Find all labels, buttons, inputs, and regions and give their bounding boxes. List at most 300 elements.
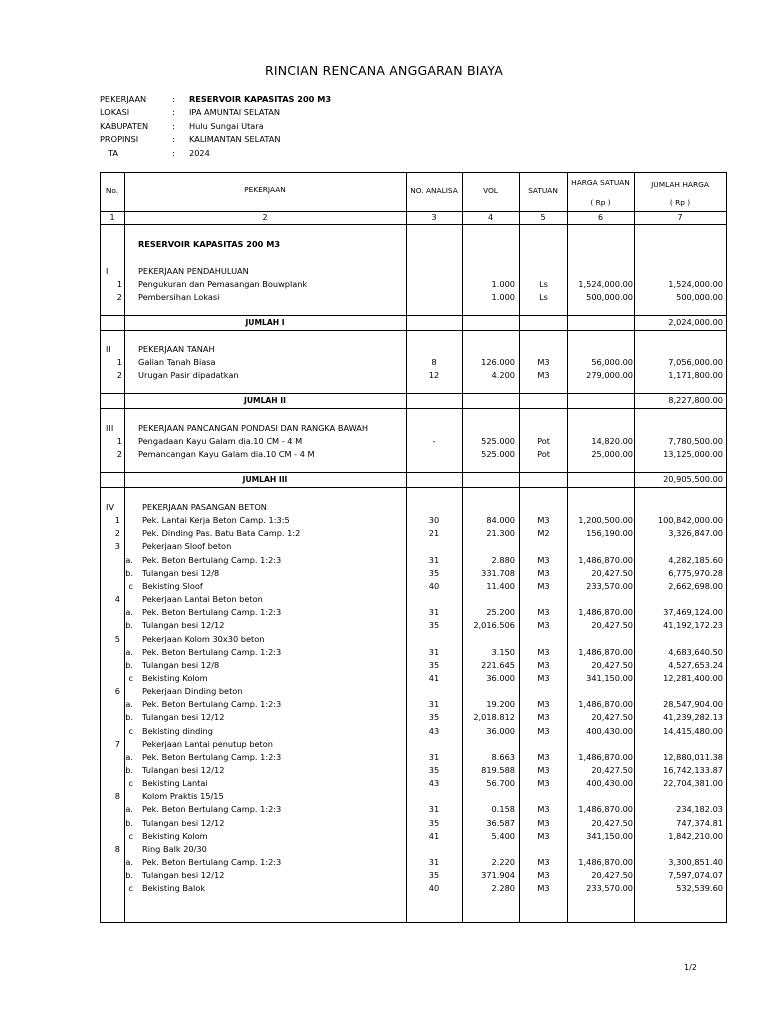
subtotal-value: 2,024,000.00 bbox=[668, 317, 723, 327]
column-number: 5 bbox=[540, 213, 546, 222]
item-harga: 500,000.00 bbox=[586, 292, 633, 303]
table-row bbox=[100, 711, 727, 724]
subtotal-label: JUMLAH II bbox=[244, 396, 286, 405]
item-sub: c bbox=[128, 725, 133, 736]
item-name: Pekerjaan Dinding beton bbox=[142, 686, 243, 697]
item-name: Pengadaan Kayu Galam dia.10 CM - 4 M bbox=[138, 436, 303, 447]
item-jumlah: 28,547,904.00 bbox=[663, 699, 723, 710]
item-satuan: M3 bbox=[537, 567, 550, 578]
item-jumlah: 4,683,640.50 bbox=[668, 646, 723, 657]
info-row bbox=[100, 120, 727, 133]
item-vol: 84.000 bbox=[486, 515, 515, 526]
item-sub: c bbox=[128, 778, 133, 789]
info-row bbox=[100, 147, 727, 160]
item-analisa: 12 bbox=[428, 370, 440, 381]
item-harga: 56,000.00 bbox=[591, 357, 633, 368]
item-satuan: M3 bbox=[537, 870, 550, 881]
item-jumlah: 4,282,185.60 bbox=[668, 554, 723, 565]
project-info bbox=[100, 93, 727, 160]
item-jumlah: 4,527,653.24 bbox=[668, 659, 723, 670]
item-harga: 341,150.00 bbox=[586, 672, 633, 683]
section-no: IV bbox=[106, 502, 115, 512]
item-name: Pembersihan Lokasi bbox=[138, 292, 220, 303]
item-harga: 20,427.50 bbox=[591, 817, 633, 828]
item-jumlah: 22,704,381.00 bbox=[663, 778, 723, 789]
item-jumlah: 100,842,000.00 bbox=[657, 515, 723, 526]
header-harga-satuan: HARGA SATUAN bbox=[571, 178, 630, 187]
item-analisa: 43 bbox=[428, 725, 440, 736]
table-row bbox=[100, 606, 727, 619]
item-vol: 1.000 bbox=[491, 279, 515, 290]
column-number: 2 bbox=[262, 213, 268, 222]
item-name: Pek. Dinding Pas. Batu Bata Camp. 1:2 bbox=[142, 528, 301, 539]
item-harga: 1,524,000.00 bbox=[578, 279, 633, 290]
item-harga: 233,570.00 bbox=[586, 580, 633, 591]
item-harga: 20,427.50 bbox=[591, 870, 633, 881]
item-harga: 20,427.50 bbox=[591, 712, 633, 723]
item-sub: b. bbox=[125, 659, 133, 670]
item-harga: 1,486,870.00 bbox=[578, 751, 633, 762]
item-name: Tulangan besi 12/12 bbox=[142, 712, 225, 723]
table-row bbox=[100, 435, 727, 448]
item-jumlah: 2,662,698.00 bbox=[668, 580, 723, 591]
item-jumlah: 7,056,000.00 bbox=[668, 357, 723, 368]
item-vol: 525.000 bbox=[481, 436, 515, 447]
table-row bbox=[100, 672, 727, 685]
item-satuan: M3 bbox=[537, 883, 550, 894]
table-row bbox=[100, 738, 727, 751]
table-row bbox=[100, 882, 727, 895]
info-label: LOKASI bbox=[100, 107, 130, 118]
item-name: Pek. Beton Bertulang Camp. 1:2:3 bbox=[142, 857, 282, 868]
table-row bbox=[100, 790, 727, 803]
table-border-top bbox=[100, 172, 727, 173]
column-number-divider bbox=[100, 224, 727, 225]
item-analisa: 41 bbox=[428, 830, 440, 841]
item-vol: 525.000 bbox=[481, 449, 515, 460]
item-analisa: 31 bbox=[428, 751, 440, 762]
table-row bbox=[100, 527, 727, 540]
item-jumlah: 41,192,172.23 bbox=[663, 620, 723, 631]
item-vol: 0.158 bbox=[491, 804, 515, 815]
item-analisa: 41 bbox=[428, 672, 440, 683]
header-no-analisa: NO. ANALISA bbox=[410, 186, 458, 195]
item-name: Bekisting Sloof bbox=[142, 580, 203, 591]
header-vol: VOL bbox=[483, 186, 498, 195]
item-name: Bekisting dinding bbox=[142, 725, 213, 736]
project-title-row bbox=[100, 238, 727, 251]
item-name: Tulangan besi 12/12 bbox=[142, 765, 225, 775]
item-no: 2 bbox=[116, 449, 122, 460]
item-vol: 36.000 bbox=[486, 725, 515, 736]
header-jumlah-harga-unit: ( Rp ) bbox=[669, 198, 691, 207]
item-jumlah: 747,374.81 bbox=[676, 817, 723, 828]
item-harga: 25,000.00 bbox=[591, 449, 633, 460]
item-analisa: 35 bbox=[428, 712, 440, 723]
section-header-row bbox=[100, 422, 727, 435]
table-row bbox=[100, 856, 727, 869]
table-row bbox=[100, 356, 727, 369]
item-satuan: M3 bbox=[537, 712, 550, 723]
item-analisa: 35 bbox=[428, 765, 440, 775]
item-vol: 1.000 bbox=[491, 292, 515, 303]
table-row bbox=[100, 278, 727, 291]
item-no: 5 bbox=[114, 633, 120, 644]
table-row bbox=[100, 725, 727, 738]
item-no: 1 bbox=[116, 357, 122, 368]
item-analisa: 31 bbox=[428, 699, 440, 710]
item-name: Pengukuran dan Pemasangan Bouwplank bbox=[138, 279, 308, 290]
info-row bbox=[100, 93, 727, 106]
item-vol: 3.150 bbox=[491, 646, 515, 657]
section-name: PEKERJAAN TANAH bbox=[138, 344, 215, 354]
section-name: PEKERJAAN PENDAHULUAN bbox=[138, 266, 249, 276]
item-sub: a. bbox=[125, 804, 133, 815]
item-no: 1 bbox=[116, 279, 122, 290]
table-row bbox=[100, 619, 727, 632]
table-row bbox=[100, 817, 727, 830]
info-label: PROPINSI bbox=[100, 134, 139, 145]
item-sub: c bbox=[128, 672, 133, 683]
item-sub: b. bbox=[125, 712, 133, 723]
item-satuan: M3 bbox=[537, 817, 550, 828]
item-name: Kolom Praktis 15/15 bbox=[142, 791, 224, 802]
item-no: 1 bbox=[114, 515, 120, 526]
item-harga: 20,427.50 bbox=[591, 567, 633, 578]
item-sub: a. bbox=[125, 554, 133, 565]
item-no: 4 bbox=[114, 594, 120, 605]
item-name: Pek. Beton Bertulang Camp. 1:2:3 bbox=[142, 751, 282, 762]
item-analisa: 35 bbox=[428, 817, 440, 828]
subtotal-line-bottom bbox=[100, 330, 727, 331]
item-name: Pekerjaan Lantai penutup beton bbox=[142, 738, 273, 749]
item-jumlah: 13,125,000.00 bbox=[663, 449, 723, 460]
item-harga: 341,150.00 bbox=[586, 830, 633, 841]
item-sub: b. bbox=[125, 567, 133, 578]
item-satuan: M3 bbox=[537, 620, 550, 631]
item-name: Pekerjaan Sloof beton bbox=[142, 541, 232, 552]
item-name: Bekisting Kolom bbox=[142, 830, 208, 841]
info-value: Hulu Sungai Utara bbox=[189, 120, 264, 131]
subtotal-label: JUMLAH I bbox=[245, 318, 285, 327]
section-no: II bbox=[106, 344, 111, 354]
item-sub: c bbox=[128, 883, 133, 894]
item-vol: 21.300 bbox=[486, 528, 515, 539]
info-colon: : bbox=[172, 107, 175, 118]
column-number: 7 bbox=[677, 213, 683, 222]
item-name: Tulangan besi 12/12 bbox=[142, 620, 225, 631]
item-satuan: M3 bbox=[537, 857, 550, 868]
section-no: I bbox=[106, 266, 109, 276]
item-vol: 221.645 bbox=[481, 659, 515, 670]
item-analisa: 8 bbox=[431, 357, 437, 368]
table-row bbox=[100, 540, 727, 553]
item-name: Galian Tanah Biasa bbox=[138, 357, 216, 368]
item-name: Pek. Beton Bertulang Camp. 1:2:3 bbox=[142, 646, 282, 657]
table-row bbox=[100, 369, 727, 382]
subtotal-row bbox=[100, 473, 727, 486]
table-row bbox=[100, 698, 727, 711]
item-vol: 36.587 bbox=[486, 817, 515, 828]
item-name: Pemancangan Kayu Galam dia.10 CM - 4 M bbox=[138, 449, 315, 460]
item-analisa: 31 bbox=[428, 646, 440, 657]
info-colon: : bbox=[172, 147, 175, 158]
item-sub: c bbox=[128, 830, 133, 841]
item-analisa: - bbox=[432, 436, 436, 447]
item-jumlah: 532,539.60 bbox=[676, 883, 723, 894]
item-no: 1 bbox=[116, 436, 122, 447]
item-no: 2 bbox=[116, 370, 122, 381]
item-sub: b. bbox=[125, 817, 133, 828]
table-border-bottom bbox=[100, 922, 727, 923]
item-name: Pek. Beton Bertulang Camp. 1:2:3 bbox=[142, 607, 282, 618]
item-satuan: Pot bbox=[537, 436, 550, 447]
item-name: Tulangan besi 12/12 bbox=[142, 870, 225, 881]
table-row bbox=[100, 751, 727, 764]
item-sub: b. bbox=[125, 870, 133, 881]
item-no: 2 bbox=[114, 528, 120, 539]
item-no: 8 bbox=[114, 791, 120, 802]
header-jumlah-harga: JUMLAH HARGA bbox=[651, 180, 709, 189]
item-analisa: 35 bbox=[428, 870, 440, 881]
item-vol: 2.880 bbox=[491, 554, 515, 565]
item-harga: 1,486,870.00 bbox=[578, 699, 633, 710]
item-satuan: M3 bbox=[537, 659, 550, 670]
item-jumlah: 37,469,124.00 bbox=[663, 607, 723, 618]
item-name: Pek. Beton Bertulang Camp. 1:2:3 bbox=[142, 804, 282, 815]
item-jumlah: 1,524,000.00 bbox=[668, 279, 723, 290]
item-satuan: M3 bbox=[537, 515, 550, 526]
item-satuan: M3 bbox=[537, 607, 550, 618]
table-row bbox=[100, 777, 727, 790]
item-satuan: M3 bbox=[537, 370, 550, 381]
info-colon: : bbox=[172, 134, 175, 145]
info-value: RESERVOIR KAPASITAS 200 M3 bbox=[189, 94, 332, 104]
item-satuan: Ls bbox=[539, 279, 548, 290]
table-row bbox=[100, 659, 727, 672]
item-jumlah: 500,000.00 bbox=[676, 292, 723, 303]
item-satuan: M3 bbox=[537, 554, 550, 565]
item-vol: 11.400 bbox=[486, 580, 515, 591]
section-header-row bbox=[100, 343, 727, 356]
header-no: No. bbox=[105, 186, 119, 195]
item-name: Tulangan besi 12/8 bbox=[142, 567, 220, 578]
item-satuan: M3 bbox=[537, 830, 550, 841]
header-satuan: SATUAN bbox=[528, 186, 558, 195]
subtotal-value: 8,227,800.00 bbox=[668, 395, 723, 405]
table-row bbox=[100, 567, 727, 580]
item-name: Urugan Pasir dipadatkan bbox=[138, 370, 239, 381]
item-satuan: M3 bbox=[537, 580, 550, 591]
item-jumlah: 6,775,970.28 bbox=[668, 567, 723, 578]
section-no: III bbox=[106, 423, 114, 433]
item-analisa: 31 bbox=[428, 857, 440, 868]
item-vol: 126.000 bbox=[481, 357, 515, 368]
item-harga: 1,486,870.00 bbox=[578, 607, 633, 618]
item-jumlah: 1,842,210.00 bbox=[668, 830, 723, 841]
item-harga: 1,200,500.00 bbox=[578, 515, 633, 526]
item-jumlah: 12,281,400.00 bbox=[663, 672, 723, 683]
item-analisa: 30 bbox=[428, 515, 440, 526]
item-analisa: 31 bbox=[428, 804, 440, 815]
table-row bbox=[100, 633, 727, 646]
item-no: 8 bbox=[114, 843, 120, 854]
item-jumlah: 16,742,133.87 bbox=[663, 765, 723, 775]
project-title: RESERVOIR KAPASITAS 200 M3 bbox=[138, 239, 281, 249]
item-jumlah: 41,239,282.13 bbox=[663, 712, 723, 723]
item-name: Tulangan besi 12/12 bbox=[142, 817, 225, 828]
item-name: Bekisting Kolom bbox=[142, 672, 208, 683]
table-row bbox=[100, 554, 727, 567]
item-harga: 20,427.50 bbox=[591, 659, 633, 670]
item-satuan: M3 bbox=[537, 725, 550, 736]
item-name: Pek. Lantai Kerja Beton Camp. 1:3:5 bbox=[142, 515, 290, 526]
item-analisa: 40 bbox=[428, 883, 440, 894]
table-row bbox=[100, 514, 727, 527]
subtotal-value: 20,905,500.00 bbox=[663, 474, 723, 484]
item-jumlah: 234,182.03 bbox=[676, 804, 723, 815]
table-row bbox=[100, 685, 727, 698]
item-satuan: M3 bbox=[537, 699, 550, 710]
item-harga: 20,427.50 bbox=[591, 620, 633, 631]
item-vol: 36.000 bbox=[486, 672, 515, 683]
table-row bbox=[100, 843, 727, 856]
item-vol: 4.200 bbox=[491, 370, 515, 381]
item-satuan: M3 bbox=[537, 765, 550, 775]
item-name: Pekerjaan Kolom 30x30 beton bbox=[142, 633, 265, 644]
subtotal-row bbox=[100, 394, 727, 407]
item-jumlah: 7,597,074.07 bbox=[668, 870, 723, 881]
item-sub: a. bbox=[125, 699, 133, 710]
item-vol: 371.904 bbox=[481, 870, 515, 881]
item-vol: 2,018.812 bbox=[473, 712, 515, 723]
item-vol: 819.588 bbox=[481, 765, 515, 775]
item-jumlah: 1,171,800.00 bbox=[668, 370, 723, 381]
item-analisa: 35 bbox=[428, 567, 440, 578]
rab-table bbox=[100, 172, 727, 923]
item-name: Pek. Beton Bertulang Camp. 1:2:3 bbox=[142, 554, 282, 565]
table-row bbox=[100, 593, 727, 606]
info-label: TA bbox=[108, 147, 118, 158]
info-value: 2024 bbox=[189, 147, 210, 158]
item-vol: 8.663 bbox=[491, 751, 515, 762]
page-number: 1/2 bbox=[684, 963, 697, 972]
item-harga: 233,570.00 bbox=[586, 883, 633, 894]
item-satuan: M3 bbox=[537, 357, 550, 368]
item-no: 3 bbox=[114, 541, 120, 552]
item-name: Tulangan besi 12/8 bbox=[142, 659, 220, 670]
item-vol: 25.200 bbox=[486, 607, 515, 618]
section-header-row bbox=[100, 501, 727, 514]
item-satuan: Ls bbox=[539, 292, 548, 303]
item-no: 6 bbox=[114, 686, 120, 697]
item-vol: 5.400 bbox=[491, 830, 515, 841]
table-row bbox=[100, 764, 727, 777]
item-sub: a. bbox=[125, 751, 133, 762]
section-header-row bbox=[100, 265, 727, 278]
item-vol: 2.280 bbox=[491, 883, 515, 894]
table-row bbox=[100, 830, 727, 843]
item-satuan: M3 bbox=[537, 778, 550, 789]
info-label: KABUPATEN bbox=[100, 120, 149, 131]
subtotal-line-bottom bbox=[100, 487, 727, 488]
document-title: RINCIAN RENCANA ANGGARAN BIAYA bbox=[264, 63, 504, 78]
item-satuan: M2 bbox=[537, 528, 550, 539]
item-satuan: M3 bbox=[537, 672, 550, 683]
item-harga: 400,430.00 bbox=[586, 725, 633, 736]
item-satuan: Pot bbox=[537, 449, 550, 460]
item-vol: 331.708 bbox=[481, 567, 515, 578]
item-sub: a. bbox=[125, 857, 133, 868]
column-number: 1 bbox=[109, 213, 115, 222]
item-vol: 56.700 bbox=[486, 778, 515, 789]
item-sub: b. bbox=[125, 620, 133, 631]
column-number: 6 bbox=[597, 213, 604, 222]
column-number: 3 bbox=[431, 213, 437, 222]
item-harga: 1,486,870.00 bbox=[578, 804, 633, 815]
table-row bbox=[100, 448, 727, 461]
item-vol: 19.200 bbox=[486, 699, 515, 710]
item-analisa: 31 bbox=[428, 554, 440, 565]
item-analisa: 35 bbox=[428, 659, 440, 670]
item-harga: 1,486,870.00 bbox=[578, 857, 633, 868]
info-row bbox=[100, 133, 727, 146]
item-analisa: 31 bbox=[428, 607, 440, 618]
subtotal-label: JUMLAH III bbox=[242, 475, 288, 484]
item-name: Pek. Beton Bertulang Camp. 1:2:3 bbox=[142, 699, 282, 710]
table-row bbox=[100, 803, 727, 816]
item-jumlah: 7,780,500.00 bbox=[668, 436, 723, 447]
item-satuan: M3 bbox=[537, 751, 550, 762]
item-sub: a. bbox=[125, 607, 133, 618]
subtotal-line-bottom bbox=[100, 408, 727, 409]
item-harga: 279,000.00 bbox=[586, 370, 633, 381]
header-harga-satuan-unit: ( Rp ) bbox=[590, 198, 611, 207]
item-analisa: 43 bbox=[428, 778, 440, 789]
section-name: PEKERJAAN PANCANGAN PONDASI DAN RANGKA BAWAH bbox=[138, 423, 369, 433]
table-row bbox=[100, 291, 727, 304]
item-harga: 20,427.50 bbox=[591, 765, 633, 775]
item-no: 2 bbox=[116, 292, 122, 303]
item-sub: c bbox=[128, 580, 133, 591]
item-harga: 1,486,870.00 bbox=[578, 554, 633, 565]
item-harga: 14,820.00 bbox=[591, 436, 633, 447]
info-value: KALIMANTAN SELATAN bbox=[189, 134, 281, 145]
item-name: Ring Balk 20/30 bbox=[142, 843, 207, 854]
table-row bbox=[100, 580, 727, 593]
item-analisa: 40 bbox=[428, 580, 440, 591]
item-name: Pekerjaan Lantai Beton beton bbox=[142, 594, 263, 605]
item-name: Bekisting Lantai bbox=[142, 778, 208, 789]
info-colon: : bbox=[172, 94, 175, 104]
item-analisa: 35 bbox=[428, 620, 440, 631]
item-no: 7 bbox=[114, 738, 120, 749]
info-label: PEKERJAAN bbox=[100, 94, 147, 104]
column-number: 4 bbox=[487, 213, 494, 222]
item-vol: 2.220 bbox=[491, 857, 515, 868]
item-jumlah: 12,880,011.38 bbox=[663, 751, 723, 762]
table-row bbox=[100, 646, 727, 659]
item-analisa: 21 bbox=[428, 528, 440, 539]
item-harga: 400,430.00 bbox=[586, 778, 633, 789]
item-satuan: M3 bbox=[537, 646, 550, 657]
item-jumlah: 14,415,480.00 bbox=[663, 725, 723, 736]
info-row bbox=[100, 106, 727, 119]
subtotal-row bbox=[100, 316, 727, 329]
section-name: PEKERJAAN PASANGAN BETON bbox=[142, 502, 267, 512]
item-jumlah: 3,326,847.00 bbox=[668, 528, 723, 539]
item-satuan: M3 bbox=[537, 804, 550, 815]
